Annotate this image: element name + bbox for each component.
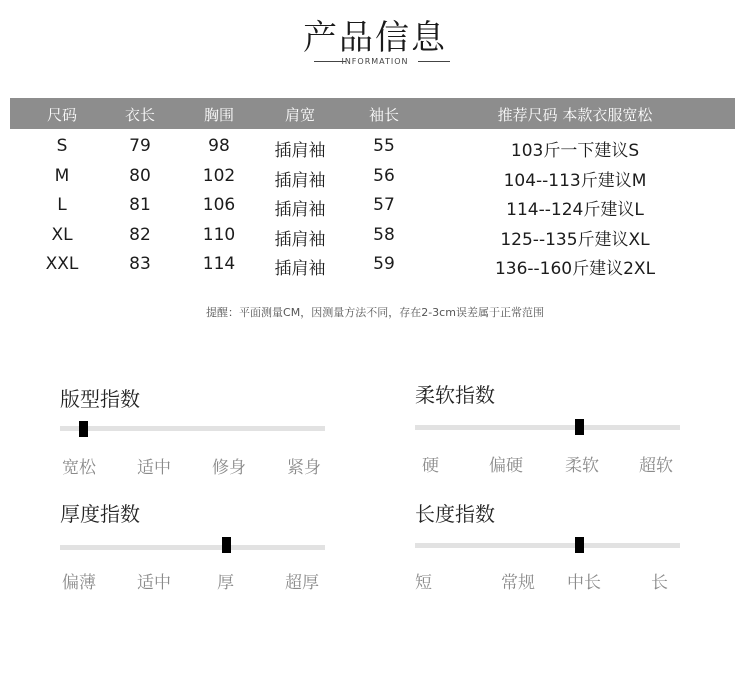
cell-recommend: 114--124斤建议L [506,200,644,220]
table-header [10,98,735,129]
thickness-index-label: 厚度指数 [60,502,140,526]
length-option-short: 短 [415,573,432,593]
cell-shoulder: 插肩袖 [274,259,326,279]
page-title: 产品信息 [303,18,447,58]
cell-chest: 102 [202,165,236,186]
thickness-index-marker [222,537,231,553]
softness-option-slightly-hard: 偏硬 [489,456,523,476]
softness-option-soft: 柔软 [565,456,599,476]
length-index-track [415,543,680,548]
fit-index-marker [79,421,88,437]
header-recommend: 推荐尺码 本款衣服宽松 [497,106,653,124]
cell-sleeve: 57 [373,195,395,215]
cell-size: XXL [45,254,79,274]
cell-recommend: 125--135斤建议XL [500,229,650,250]
subtitle-rule-right [418,61,450,62]
cell-size: M [54,165,70,186]
length-index-marker [575,537,584,553]
cell-recommend: 103斤一下建议S [510,141,640,161]
cell-chest: 114 [202,254,236,274]
cell-sleeve: 58 [373,224,395,245]
cell-shoulder: 插肩袖 [274,141,326,161]
thickness-index [60,498,330,598]
cell-recommend: 136--160斤建议2XL [494,259,656,279]
header-shoulder: 肩宽 [284,106,316,124]
header-chest: 胸围 [203,106,235,124]
thickness-option-thin: 偏薄 [62,573,96,593]
cell-length: 80 [129,165,151,186]
cell-size: S [56,136,68,156]
header-sleeve: 袖长 [368,106,400,124]
fit-index-track [60,426,325,431]
softness-index-label: 柔软指数 [415,383,495,407]
table-row [10,132,735,162]
length-index-label: 长度指数 [415,502,495,526]
thickness-option-thick: 厚 [217,573,234,593]
subtitle-group [0,55,750,69]
fit-index [60,383,330,483]
cell-shoulder: 插肩袖 [274,170,326,191]
softness-index-marker [575,419,584,435]
cell-length: 82 [129,224,151,245]
cell-sleeve: 56 [373,165,395,186]
table-row [10,250,735,280]
fit-index-label: 版型指数 [60,387,140,411]
fit-option-tight: 紧身 [287,458,321,478]
cell-length: 81 [129,195,151,215]
length-option-mid-length: 中长 [567,573,601,593]
cell-sleeve: 55 [373,136,395,156]
thickness-index-track [60,545,325,550]
softness-option-super-soft: 超软 [639,456,673,476]
cell-recommend: 104--113斤建议M [503,170,647,191]
cell-sleeve: 59 [373,254,395,274]
length-option-long: 长 [651,573,668,593]
fit-option-medium: 适中 [137,458,171,478]
cell-shoulder: 插肩袖 [274,200,326,220]
softness-index [415,379,685,479]
cell-shoulder: 插肩袖 [274,229,326,250]
header-size: 尺码 [46,106,78,124]
thickness-option-medium: 适中 [137,573,171,593]
table-row [10,191,735,221]
table-row [10,162,735,192]
softness-index-track [415,425,680,430]
cell-chest: 98 [208,136,230,156]
cell-length: 79 [129,136,151,156]
softness-option-hard: 硬 [422,456,439,476]
measurement-note: 提醒：平面测量CM，因测量方法不同，存在2-3cm误差属于正常范围 [206,306,544,319]
cell-chest: 110 [202,224,236,245]
cell-length: 83 [129,254,151,274]
header-length: 衣长 [124,106,156,124]
page-subtitle: INFORMATION [341,57,409,66]
fit-option-slim: 修身 [212,458,246,478]
fit-option-loose: 宽松 [62,458,96,478]
thickness-option-extra-thick: 超厚 [285,573,319,593]
cell-chest: 106 [202,195,236,215]
length-index [415,498,685,598]
cell-size: L [57,195,67,215]
length-option-regular: 常规 [501,573,535,593]
cell-size: XL [51,224,73,245]
size-table [10,98,735,280]
table-row [10,221,735,251]
